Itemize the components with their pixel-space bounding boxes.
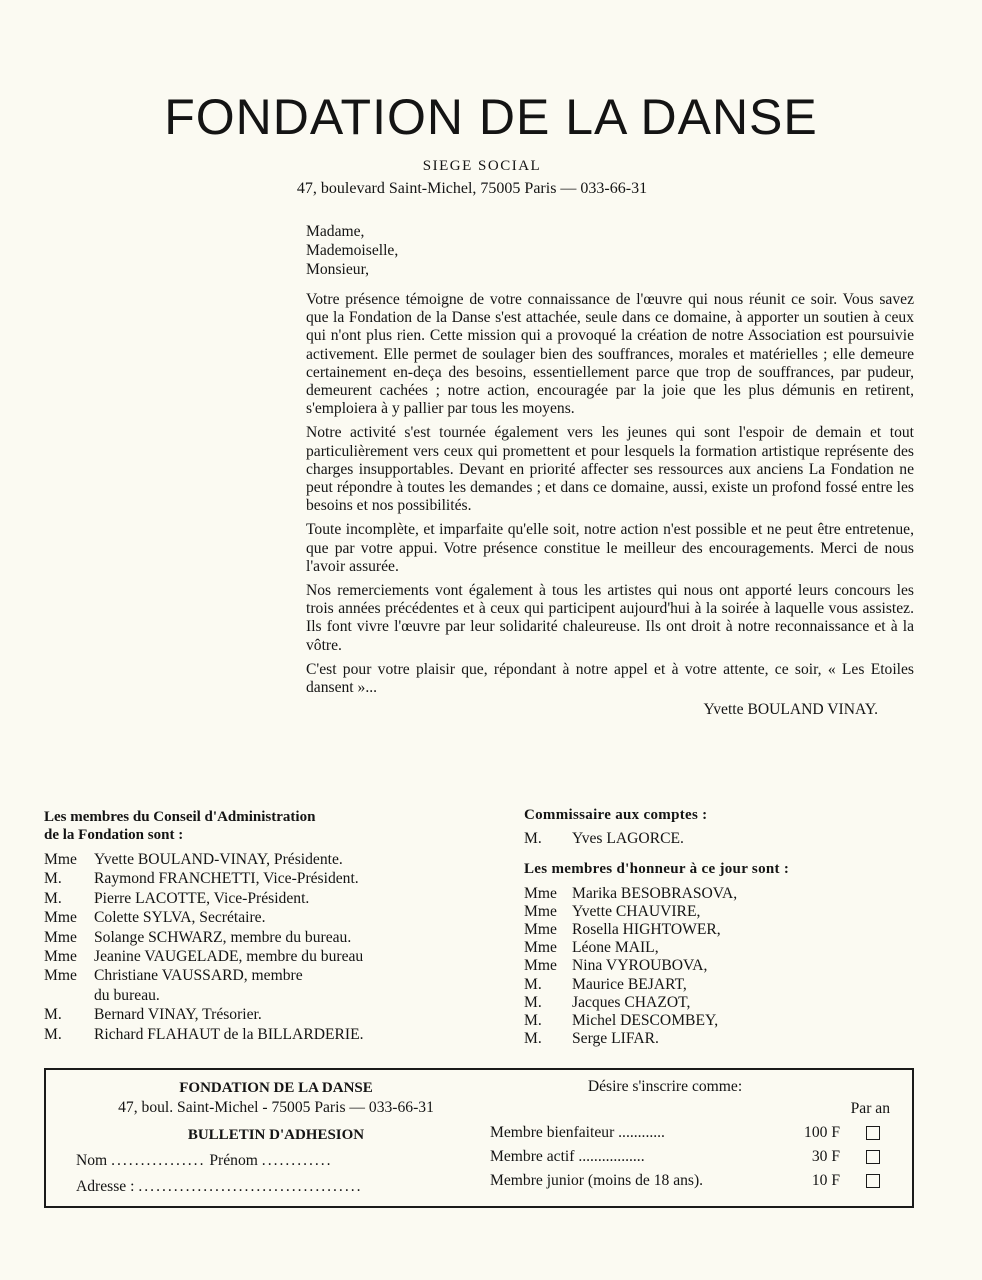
member-name: Christiane VAUSSARD, membre — [94, 967, 303, 985]
council-member — [44, 1025, 464, 1044]
council-member — [44, 928, 464, 947]
membership-price: 100 F — [804, 1124, 840, 1141]
member-name: Léone MAIL, — [572, 939, 659, 957]
membership-checkbox[interactable] — [866, 1150, 880, 1164]
council-member — [44, 889, 464, 908]
member-title: Mme — [524, 957, 557, 975]
member-name: Yvette CHAUVIRE, — [572, 902, 701, 920]
auditor-honor-section — [524, 806, 924, 1048]
council-section — [44, 808, 464, 1044]
member-title: M. — [44, 889, 62, 907]
nom-label: Nom — [76, 1152, 108, 1169]
form-address: 47, boul. Saint-Michel - 75005 Paris — 033-66-31 — [118, 1099, 434, 1116]
member-title: M. — [524, 1030, 542, 1048]
member-title: M. — [524, 975, 542, 993]
member-title: M. — [44, 1006, 62, 1024]
letter-body — [306, 222, 914, 719]
adresse-field[interactable]: ...................................... — [138, 1178, 363, 1195]
honor-member — [524, 1012, 924, 1030]
council-member — [44, 1005, 464, 1024]
council-member — [44, 947, 464, 966]
head-office-address: 47, boulevard Saint-Michel, 75005 Paris — 033-66-31 — [296, 180, 648, 197]
member-name: Richard FLAHAUT de la BILLARDERIE. — [94, 1025, 364, 1043]
member-title: Mme — [524, 939, 557, 957]
member-name: Raymond FRANCHETTI, Vice-Président. — [94, 870, 359, 888]
membership-label: Membre junior (moins de 18 ans). — [490, 1172, 704, 1189]
member-name: Maurice BEJART, — [572, 975, 687, 993]
letter-signature: Yvette BOULAND VINAY. — [703, 701, 878, 719]
salutation-line: Monsieur, — [306, 261, 370, 278]
member-name: du bureau. — [94, 986, 160, 1004]
member-name: Yves LAGORCE. — [572, 830, 684, 848]
letter-paragraph: Notre activité s'est tournée également vers les jeunes qui sont l'espoir de demain et tout particulièrement vers ceux qui promettent et pour lesquels la formation artistique représente des charges insupportables. Devant en priorité affecter ses ressources aux anciens La Fondation ne peut répondre à toutes les demandes ; et dans ce domaine, aussi, existe un profond fossé entre les besoins et nos possibilités. — [306, 424, 914, 515]
member-title: Mme — [44, 948, 77, 966]
member-title: M. — [44, 870, 62, 888]
membership-checkbox[interactable] — [866, 1174, 880, 1188]
honor-member — [524, 976, 924, 994]
member-title: M. — [44, 1025, 62, 1043]
honor-member — [524, 994, 924, 1012]
auditor-heading: Commissaire aux comptes : — [524, 807, 708, 823]
membership-label: Membre bienfaiteur ............ — [490, 1124, 665, 1141]
form-title: FONDATION DE LA DANSE — [179, 1080, 373, 1096]
member-name: Serge LIFAR. — [572, 1030, 659, 1048]
council-member — [44, 869, 464, 888]
member-name: Marika BESOBRASOVA, — [572, 884, 738, 902]
prenom-field[interactable]: ............ — [261, 1152, 333, 1169]
member-name: Pierre LACOTTE, Vice-Président. — [94, 889, 310, 907]
honor-member — [524, 939, 924, 957]
council-member — [44, 850, 464, 869]
honor-heading: Les membres d'honneur à ce jour sont : — [524, 861, 790, 878]
address-field-row — [76, 1178, 476, 1196]
form-left-column — [76, 1080, 476, 1196]
member-name: Yvette BOULAND-VINAY, Présidente. — [94, 851, 343, 868]
honor-member — [524, 921, 924, 939]
honor-member — [524, 903, 924, 921]
member-name: Nina VYROUBOVA, — [572, 957, 708, 975]
name-field-row — [76, 1152, 476, 1170]
council-heading — [44, 808, 464, 844]
prenom-label: Prénom — [209, 1152, 258, 1169]
honor-member — [524, 1030, 924, 1048]
salutation-line: Madame, — [306, 223, 365, 240]
member-name: Colette SYLVA, Secrétaire. — [94, 909, 266, 927]
member-name: Jeanine VAUGELADE, membre du bureau — [94, 948, 364, 966]
member-title: M. — [524, 830, 542, 848]
honor-member — [524, 885, 924, 903]
member-title: Mme — [44, 851, 77, 868]
membership-price: 10 F — [811, 1172, 840, 1189]
member-title: Mme — [524, 902, 557, 920]
member-title — [44, 986, 94, 1005]
nom-field[interactable]: ................ — [111, 1152, 206, 1169]
member-title: Mme — [44, 909, 77, 927]
form-right-column — [490, 1078, 900, 1190]
member-name: Michel DESCOMBEY, — [572, 1012, 719, 1030]
membership-label: Membre actif ................. — [490, 1148, 645, 1165]
honor-list — [524, 885, 924, 1049]
salutation-line: Mademoiselle, — [306, 242, 399, 259]
membership-option — [490, 1124, 900, 1142]
membership-option — [490, 1172, 900, 1190]
letter-paragraph: Toute incomplète, et imparfaite qu'elle soit, notre action n'est possible et ne peut être entretenue, que par votre appui. Votre présence constitue le meilleur des encouragements. Merci de nous l'avoir assurée. — [306, 521, 914, 575]
membership-checkbox[interactable] — [866, 1126, 880, 1140]
membership-price: 30 F — [811, 1148, 840, 1165]
member-title: Mme — [44, 967, 77, 985]
member-name: Jacques CHAZOT, — [572, 993, 691, 1011]
member-title: M. — [524, 1012, 542, 1030]
per-year-label: Par an — [850, 1100, 890, 1117]
membership-prompt: Désire s'inscrire comme: — [587, 1078, 743, 1095]
auditor-entry — [524, 830, 924, 848]
council-heading-line: de la Fondation sont : — [44, 827, 184, 843]
member-title: Mme — [44, 928, 77, 946]
letter-paragraph: Votre présence témoigne de votre connaissance de l'œuvre qui nous réunit ce soir. Vous savez que la Fondation de la Danse s'est attachée, seule dans ce domaine, à apporter un soutien à ceux qui n'ont plus rien. Cette mission qui a provoqué la création de notre Association est poursuivie activement. Elle permet de soulager bien des souffrances, morales et matérielles ; elle demeure certainement en-deça des besoins, essentiellement parce que trop de souffrances, par pudeur, demeurent cachées ; notre action, encouragée par la joie que les plus démunis en retirent, s'emploiera à y pallier par tous les moyens. — [306, 291, 914, 418]
member-name: Bernard VINAY, Trésorier. — [94, 1006, 262, 1024]
member-title: Mme — [524, 921, 557, 939]
membership-form — [44, 1068, 914, 1208]
page-title: FONDATION DE LA DANSE — [164, 89, 818, 145]
honor-member — [524, 957, 924, 975]
council-member-continuation — [44, 986, 464, 1005]
letter-paragraph: C'est pour votre plaisir que, répondant à notre appel et à votre attente, ce soir, « Les Etoiles dansent »... — [306, 660, 914, 697]
member-name: Rosella HIGHTOWER, — [572, 921, 721, 939]
head-office-label: SIEGE SOCIAL — [422, 158, 542, 174]
form-bulletin-title: BULLETIN D'ADHESION — [187, 1127, 365, 1143]
letter-paragraph: Nos remerciements vont également à tous les artistes qui nous ont apporté leurs concours les trois années précédentes et à ceux qui participent aujourd'hui à la soirée à laquelle vous assistez. Ils font vivre l'œuvre par leur solidarité chaleureuse. Ils ont droit à notre reconnaissance et à la vôtre. — [306, 582, 914, 654]
member-title: Mme — [524, 884, 557, 902]
member-title: M. — [524, 993, 542, 1011]
adresse-label: Adresse : — [76, 1178, 135, 1195]
member-name: Solange SCHWARZ, membre du bureau. — [94, 928, 352, 946]
council-heading-line: Les membres du Conseil d'Administration — [44, 809, 316, 825]
council-member — [44, 966, 464, 985]
council-member — [44, 908, 464, 927]
salutation — [306, 222, 914, 279]
membership-option — [490, 1148, 900, 1166]
